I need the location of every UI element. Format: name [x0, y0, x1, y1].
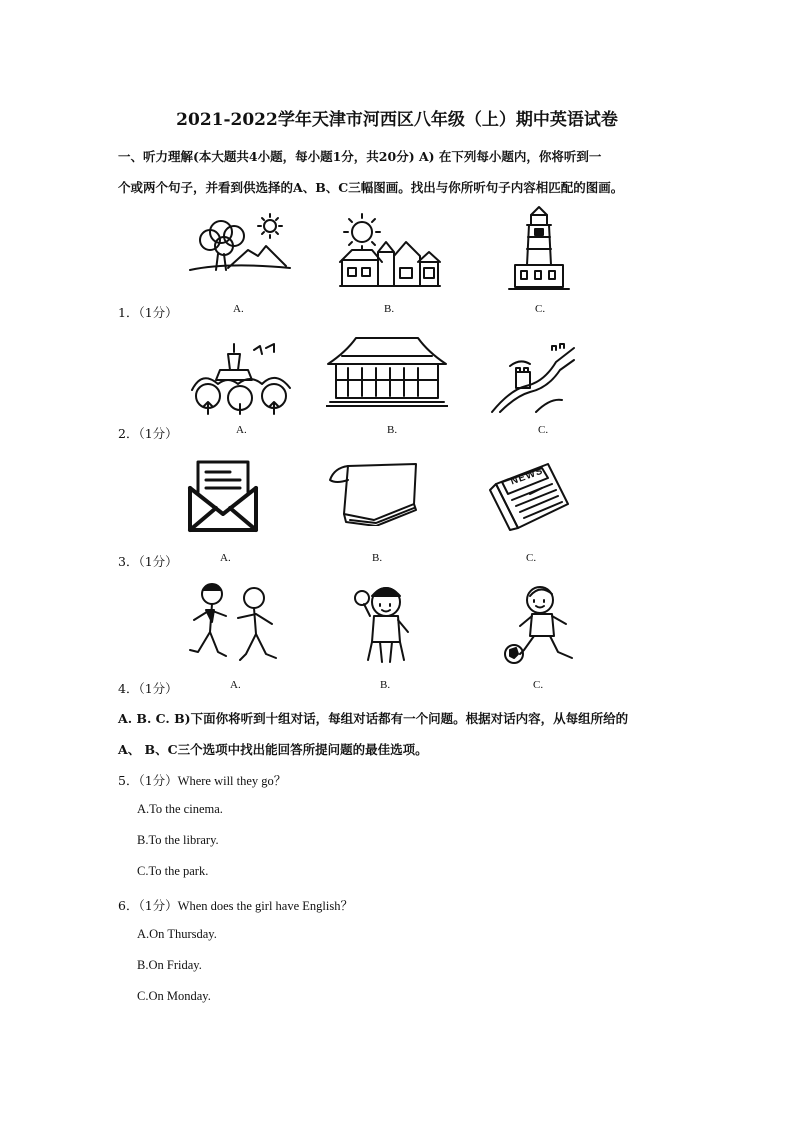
q6-option-c: C.On Monday.: [137, 989, 211, 1003]
q5-option-b: B.To the library.: [137, 833, 219, 847]
q3-label-b: B.: [372, 552, 383, 564]
q1-number: 1．（1分）: [118, 305, 178, 320]
q4-number: 4．（1分）: [118, 681, 178, 696]
envelope-letter-icon: [186, 458, 260, 534]
pagoda-trees-icon: [188, 340, 294, 416]
tree-hill-sun-icon: [188, 210, 292, 278]
q6-number: 6．（1分）: [118, 898, 178, 913]
boy-ping-pong-icon: [350, 576, 416, 666]
q1-label-b: B.: [384, 303, 395, 315]
q5-option-a: A.To the cinema.: [137, 802, 223, 816]
q5-stem: [118, 771, 286, 789]
q1-label-c: C.: [535, 303, 546, 315]
q2-label-c: C.: [538, 424, 549, 436]
q6-stem: [118, 896, 353, 914]
q3-label-a: A.: [220, 552, 231, 564]
q5-option-c: C.To the park.: [137, 864, 209, 878]
q1-label-a: A.: [233, 303, 244, 315]
temple-hall-icon: [326, 334, 448, 410]
book-icon: [326, 460, 422, 526]
great-wall-icon: [490, 342, 576, 414]
section-b-line2: A、 B、C三个选项中找出能回答所提问题的最佳选项。: [118, 742, 428, 757]
houses-sun-icon: [338, 212, 442, 290]
q2-label-a: A.: [236, 424, 247, 436]
section1-heading: 一、听力理解(本大题共4小题，每小题1分，共20分) A) 在下列每小题内，你将听到一: [118, 149, 602, 164]
q6-option-b: B.On Friday.: [137, 958, 202, 972]
q5-number: 5．（1分）: [118, 773, 178, 788]
q4-label-a: A.: [230, 679, 241, 691]
q4-label-c: C.: [533, 679, 544, 691]
lighthouse-icon: [505, 205, 573, 293]
q3-number: 3．（1分）: [118, 554, 178, 569]
q4-label-b: B.: [380, 679, 391, 691]
q6-option-a: A.On Thursday.: [137, 927, 217, 941]
section-b-line1: A. B. C. B)下面你将听到十组对话，每组对话都有一个问题。根据对话内容，从每组所给的: [118, 711, 629, 726]
q3-label-c: C.: [526, 552, 537, 564]
page-title: 2021-2022学年天津市河西区八年级（上）期中英语试卷: [176, 110, 618, 130]
q2-number: 2．（1分）: [118, 426, 178, 441]
q2-label-b: B.: [387, 424, 398, 436]
q6-question: When does the girl have English？: [177, 899, 353, 913]
section1-heading-cont: 个或两个句子，并看到供选择的A、B、C三幅图画。找出与你所听句子内容相匹配的图画。: [118, 180, 624, 195]
kids-running-icon: [186, 580, 282, 670]
news-text: NEWS: [509, 465, 545, 488]
boy-soccer-icon: [500, 582, 580, 666]
q5-question: Where will they go？: [177, 774, 287, 788]
